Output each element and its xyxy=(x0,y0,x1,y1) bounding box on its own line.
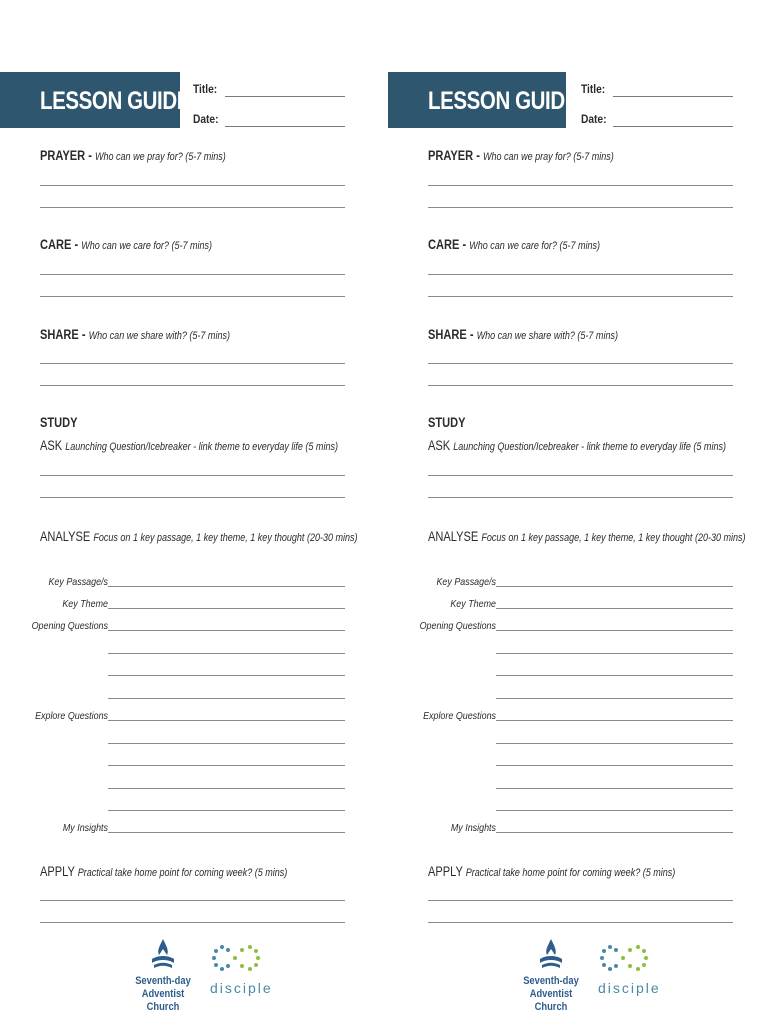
opening-questions-line-4[interactable] xyxy=(496,698,733,699)
title-line[interactable] xyxy=(225,96,345,97)
care-line-1[interactable] xyxy=(428,274,733,275)
date-label: Date: xyxy=(581,112,607,126)
apply-heading: APPLY Practical take home point for coming week? (5 mins) xyxy=(40,864,288,879)
date-line[interactable] xyxy=(225,126,345,127)
adventist-flame-icon xyxy=(148,937,178,973)
adventist-flame-icon xyxy=(536,937,566,973)
ask-heading: ASK Launching Question/Icebreaker - link theme to everyday life (5 mins) xyxy=(428,438,726,453)
lesson-guide-banner xyxy=(0,72,190,128)
apply-line-1[interactable] xyxy=(428,900,733,901)
adventist-church-logo xyxy=(128,937,198,1013)
share-line-1[interactable] xyxy=(40,363,345,364)
study-heading: STUDY xyxy=(428,415,466,430)
disciple-infinity-icon xyxy=(208,940,264,976)
my-insights-label: My Insights xyxy=(450,822,496,834)
my-insights-line[interactable] xyxy=(108,832,345,833)
explore-questions-label: Explore Questions xyxy=(423,710,496,722)
share-line-2[interactable] xyxy=(40,385,345,386)
key-theme-line[interactable] xyxy=(496,608,733,609)
lesson-guide-banner xyxy=(388,72,578,128)
disciple-logo xyxy=(208,940,273,1000)
explore-questions-line-3[interactable] xyxy=(108,765,345,766)
opening-questions-line-4[interactable] xyxy=(108,698,345,699)
sda-line-1: Seventh-day xyxy=(523,975,579,987)
prayer-line-2[interactable] xyxy=(428,207,733,208)
key-passages-label: Key Passage/s xyxy=(48,576,108,588)
share-line-2[interactable] xyxy=(428,385,733,386)
explore-questions-line-5[interactable] xyxy=(108,810,345,811)
share-heading: SHARE - Who can we share with? (5-7 mins) xyxy=(428,327,618,342)
opening-questions-line-2[interactable] xyxy=(496,653,733,654)
explore-questions-line-2[interactable] xyxy=(108,743,345,744)
apply-line-1[interactable] xyxy=(40,900,345,901)
explore-questions-line-1[interactable] xyxy=(108,720,345,721)
ask-line-2[interactable] xyxy=(40,497,345,498)
lesson-guide-right xyxy=(388,0,770,1024)
title-line[interactable] xyxy=(613,96,733,97)
key-theme-line[interactable] xyxy=(108,608,345,609)
explore-questions-line-3[interactable] xyxy=(496,765,733,766)
key-passages-line[interactable] xyxy=(496,586,733,587)
explore-questions-label: Explore Questions xyxy=(35,710,108,722)
explore-questions-line-2[interactable] xyxy=(496,743,733,744)
my-insights-label: My Insights xyxy=(62,822,108,834)
explore-questions-line-1[interactable] xyxy=(496,720,733,721)
care-heading: CARE - Who can we care for? (5-7 mins) xyxy=(40,237,213,252)
ask-heading: ASK Launching Question/Icebreaker - link theme to everyday life (5 mins) xyxy=(40,438,338,453)
opening-questions-label: Opening Questions xyxy=(31,620,108,632)
prayer-line-1[interactable] xyxy=(428,185,733,186)
disciple-logo xyxy=(596,940,661,1000)
sda-line-2: Adventist Church xyxy=(529,988,573,1013)
opening-questions-line-3[interactable] xyxy=(108,675,345,676)
care-line-1[interactable] xyxy=(40,274,345,275)
disciple-infinity-icon xyxy=(596,940,652,976)
banner-title: LESSON GUIDE xyxy=(40,87,190,115)
date-label: Date: xyxy=(193,112,219,126)
apply-heading: APPLY Practical take home point for coming week? (5 mins) xyxy=(428,864,676,879)
care-heading: CARE - Who can we care for? (5-7 mins) xyxy=(428,237,601,252)
key-passages-label: Key Passage/s xyxy=(436,576,496,588)
title-label: Title: xyxy=(193,82,218,96)
care-line-2[interactable] xyxy=(428,296,733,297)
disciple-wordmark: disciple xyxy=(210,980,273,996)
key-passages-line[interactable] xyxy=(108,586,345,587)
opening-questions-line-2[interactable] xyxy=(108,653,345,654)
opening-questions-label: Opening Questions xyxy=(419,620,496,632)
ask-line-2[interactable] xyxy=(428,497,733,498)
explore-questions-line-4[interactable] xyxy=(108,788,345,789)
prayer-heading: PRAYER - Who can we pray for? (5-7 mins) xyxy=(428,148,614,163)
date-line[interactable] xyxy=(613,126,733,127)
care-line-2[interactable] xyxy=(40,296,345,297)
adventist-church-logo xyxy=(516,937,586,1013)
analyse-heading: ANALYSE Focus on 1 key passage, 1 key theme, 1 key thought (20-30 mins) xyxy=(428,529,746,544)
my-insights-line[interactable] xyxy=(496,832,733,833)
key-theme-label: Key Theme xyxy=(450,598,496,610)
ask-line-1[interactable] xyxy=(428,475,733,476)
opening-questions-line-1[interactable] xyxy=(108,630,345,631)
analyse-heading: ANALYSE Focus on 1 key passage, 1 key theme, 1 key thought (20-30 mins) xyxy=(40,529,358,544)
title-label: Title: xyxy=(581,82,606,96)
share-line-1[interactable] xyxy=(428,363,733,364)
apply-line-2[interactable] xyxy=(40,922,345,923)
opening-questions-line-3[interactable] xyxy=(496,675,733,676)
prayer-heading: PRAYER - Who can we pray for? (5-7 mins) xyxy=(40,148,226,163)
share-heading: SHARE - Who can we share with? (5-7 mins) xyxy=(40,327,230,342)
opening-questions-line-1[interactable] xyxy=(496,630,733,631)
banner-title: LESSON GUIDE xyxy=(428,87,578,115)
explore-questions-line-5[interactable] xyxy=(496,810,733,811)
sda-line-2: Adventist Church xyxy=(141,988,185,1013)
apply-line-2[interactable] xyxy=(428,922,733,923)
ask-line-1[interactable] xyxy=(40,475,345,476)
disciple-wordmark: disciple xyxy=(598,980,661,996)
explore-questions-line-4[interactable] xyxy=(496,788,733,789)
study-heading: STUDY xyxy=(40,415,78,430)
prayer-line-2[interactable] xyxy=(40,207,345,208)
sda-line-1: Seventh-day xyxy=(135,975,191,987)
key-theme-label: Key Theme xyxy=(62,598,108,610)
prayer-line-1[interactable] xyxy=(40,185,345,186)
